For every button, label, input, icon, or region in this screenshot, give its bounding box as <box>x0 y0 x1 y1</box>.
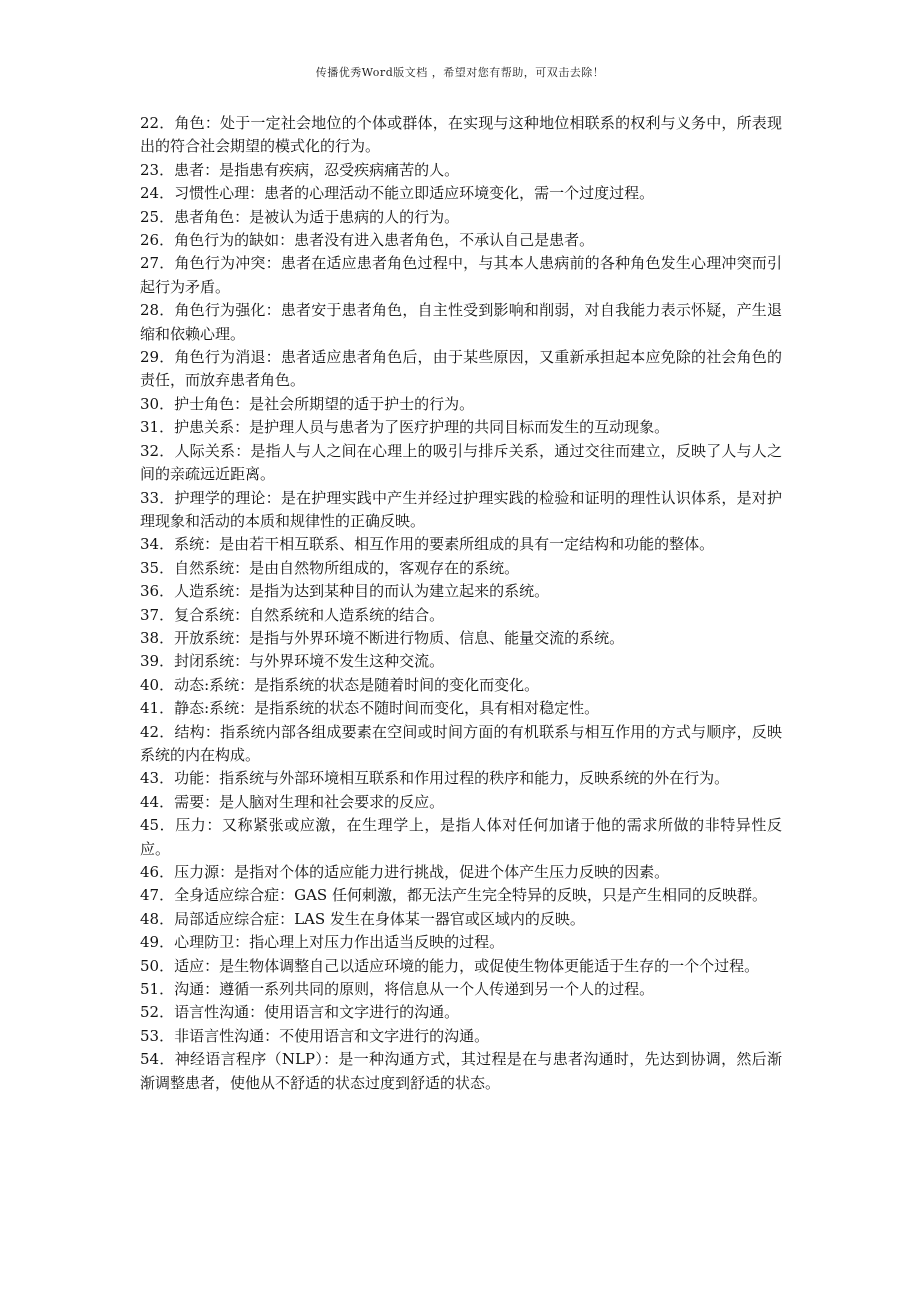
entry-22: 22．角色：处于一定社会地位的个体或群体，在实现与这种地位相联系的权利与义务中，所表现出的符合社会期望的模式化的行为。 <box>140 114 782 156</box>
entry-49: 49．心理防卫：指心理上对压力作出适当反映的过程。 <box>140 933 505 952</box>
entry-42: 42．结构：指系统内部各组成要素在空间或时间方面的有机联系与相互作用的方式与顺序，反映系统的内在构成。 <box>140 722 782 764</box>
entry-48: 48．局部适应综合症：LAS 发生在身体某一器官或区域内的反映。 <box>140 909 585 928</box>
entry-23: 23．患者：是指患有疾病，忍受疾病痛苦的人。 <box>140 160 460 179</box>
entry-37: 37．复合系统：自然系统和人造系统的结合。 <box>140 605 445 624</box>
entry-34: 34．系统：是由若干相互联系、相互作用的要素所组成的具有一定结构和功能的整体。 <box>140 535 715 554</box>
document-body <box>140 112 782 1095</box>
entry-52: 52．语言性沟通：使用语言和文字进行的沟通。 <box>140 1003 460 1022</box>
entry-38: 38．开放系统：是指与外界环境不断进行物质、信息、能量交流的系统。 <box>140 628 625 647</box>
entry-50: 50．适应：是生物体调整自己以适应环境的能力，或促使生物体更能适于生存的一个个过程。 <box>140 956 760 975</box>
entry-46: 46．压力源：是指对个体的适应能力进行挑战，促进个体产生压力反映的因素。 <box>140 863 670 881</box>
entry-47: 47．全身适应综合症：GAS 任何刺激，都无法产生完全特异的反映，只是产生相同的反映群。 <box>140 886 767 905</box>
entry-32: 32．人际关系：是指人与人之间在心理上的吸引与排斥关系，通过交往而建立，反映了人与人之间的亲疏远近距离。 <box>140 441 782 484</box>
entry-53: 53．非语言性沟通：不使用语言和文字进行的沟通。 <box>140 1026 490 1045</box>
entry-41: 41．静态:系统：是指系统的状态不随时间而变化，具有相对稳定性。 <box>140 699 600 718</box>
entry-54: 54．神经语言程序（NLP）：是一种沟通方式，其过程是在与患者沟通时，先达到协调，然后渐渐调整患者，使他从不舒适的状态过度到舒适的状态。 <box>140 1050 782 1092</box>
entry-44: 44．需要：是人脑对生理和社会要求的反应。 <box>140 792 445 811</box>
entry-35: 35．自然系统：是由自然物所组成的，客观存在的系统。 <box>140 558 520 577</box>
entry-25: 25．患者角色：是被认为适于患病的人的行为。 <box>140 207 460 226</box>
entry-31: 31．护患关系：是护理人员与患者为了医疗护理的共同目标而发生的互动现象。 <box>140 418 670 437</box>
entry-29: 29．角色行为消退：患者适应患者角色后，由于某些原因，又重新承担起本应免除的社会角色的责任，而放弃患者角色。 <box>140 348 782 390</box>
entry-27: 27．角色行为冲突：患者在适应患者角色过程中，与其本人患病前的各种角色发生心理冲突而引起行为矛盾。 <box>140 254 782 296</box>
entry-51: 51．沟通：遵循一系列共同的原则，将信息从一个人传递到另一个人的过程。 <box>140 980 655 999</box>
entry-40: 40．动态:系统：是指系统的状态是随着时间的变化而变化。 <box>140 675 540 694</box>
entry-30: 30．护士角色：是社会所期望的适于护士的行为。 <box>140 394 475 413</box>
entry-26: 26．角色行为的缺如：患者没有进入患者角色，不承认自己是患者。 <box>140 231 595 250</box>
entry-43: 43．功能：指系统与外部环境相互联系和作用过程的秩序和能力，反映系统的外在行为。 <box>140 769 730 788</box>
entry-33: 33．护理学的理论：是在护理实践中产生并经过护理实践的检验和证明的理性认识体系，是对护理现象和活动的本质和规律性的正确反映。 <box>140 488 782 530</box>
entry-28: 28．角色行为强化：患者安于患者角色，自主性受到影响和削弱，对自我能力表示怀疑，产生退缩和依赖心理。 <box>140 301 782 343</box>
entry-45: 45．压力：又称紧张或应激，在生理学上，是指人体对任何加诸于他的需求所做的非特异性反应。 <box>140 816 782 858</box>
entry-39: 39．封闭系统：与外界环境不发生这种交流。 <box>140 652 445 671</box>
page-header: 传播优秀Word版文档 ，希望对您有帮助，可双击去除！ <box>315 66 605 79</box>
entry-36: 36．人造系统：是指为达到某种目的而认为建立起来的系统。 <box>140 582 550 601</box>
entry-24: 24．习惯性心理：患者的心理活动不能立即适应环境变化，需一个过度过程。 <box>140 184 655 203</box>
